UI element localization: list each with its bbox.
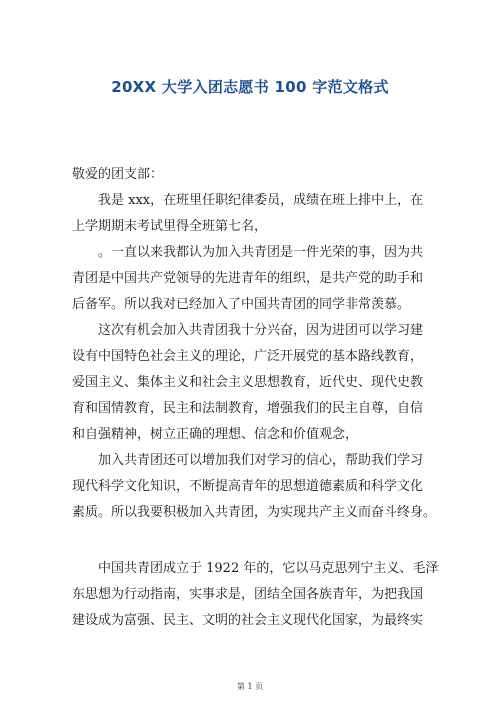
paragraph-line: 青团是中国共产党领导的先进青年的组织，是共产党的助手和 <box>72 271 424 286</box>
paragraph-line: 上学期期末考试里得全班第七名， <box>72 219 268 234</box>
document-title: 20XX 大学入团志愿书 100 字范文格式 <box>111 78 389 96</box>
paragraph-line: 这次有机会加入共青团我十分兴奋，因为进团可以学习建 <box>72 323 424 338</box>
paragraph-line: 后备军。所以我对已经加入了中国共青团的同学非常羡慕。 <box>72 297 411 312</box>
paragraph-line: 敬爱的团支部： <box>72 167 164 182</box>
paragraph-line: 和自强精神，树立正确的理想、信念和价值观念， <box>72 427 359 442</box>
paragraph-line: 爱国主义、集体主义和社会主义思想教育，近代史、现代史教 <box>72 375 424 390</box>
paragraph-line: 建设成为富强、民主、文明的社会主义现代化国家，为最终实 <box>72 613 424 628</box>
paragraph-line: 现代科学文化知识，不断提高青年的思想道德素质和科学文化 <box>72 479 424 494</box>
document-body <box>72 162 439 634</box>
paragraph-line: 我是 xxx，在班里任职纪律委员，成绩在班上排中上，在 <box>72 193 424 208</box>
page-number: 第 1 页 <box>236 682 264 691</box>
paragraph-line: 加入共青团还可以增加我们对学习的信心，帮助我们学习 <box>72 453 424 468</box>
paragraph-line: 中国共青团成立于 1922 年的，它以马克思列宁主义、毛泽 <box>72 561 439 576</box>
paragraph-gap <box>72 526 434 556</box>
paragraph-line: 设有中国特色社会主义的理论，广泛开展党的基本路线教育， <box>72 349 424 364</box>
paragraph-line: 素质。所以我要积极加入共青团，为实现共产主义而奋斗终身。 <box>72 505 437 520</box>
paragraph-line: 。一直以来我都认为加入共青团是一件光荣的事，因为共 <box>72 245 424 260</box>
paragraph-line: 育和国情教育，民主和法制教育，增强我们的民主自尊，自信 <box>72 401 424 416</box>
paragraph-line: 东思想为行动指南，实事求是，团结全国各族青年，为把我国 <box>72 587 424 602</box>
